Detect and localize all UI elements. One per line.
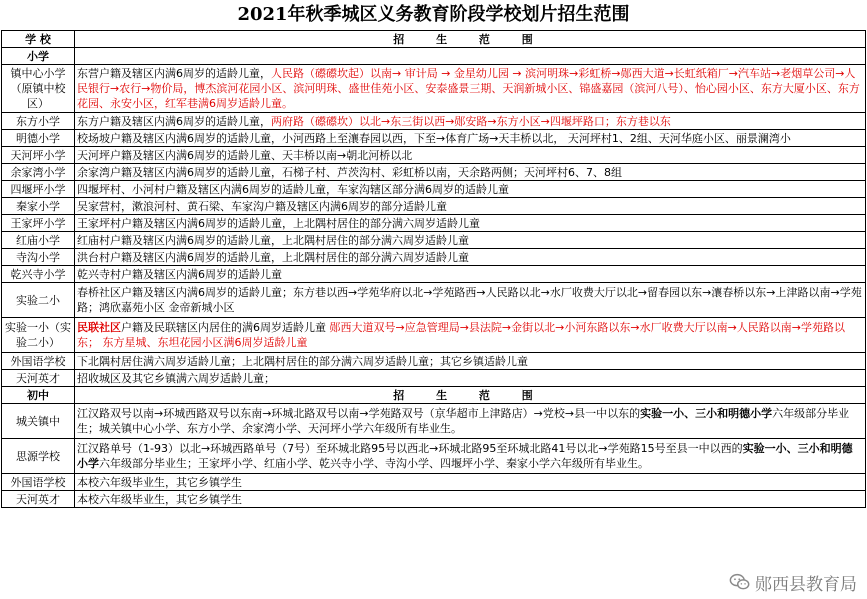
range-text: 王家坪村户籍及辖区内满6周岁的适龄儿童，上北隅村居住的部分满六周岁适龄儿童 [77, 216, 480, 230]
school-name: 外国语学校 [2, 353, 75, 370]
school-name: 城关镇中 [2, 404, 75, 439]
range-text: 东方户籍及辖区内满6周岁的适龄儿童， [77, 114, 271, 128]
range-text: 郧西大道双号→应急管理局→县法院→金街以北→小河东路以东→水厂收费大厅以南→人民路以南→学苑路以东； 东方星城、东坦花园小区满6周岁适龄儿童 [77, 321, 846, 349]
range-text: 东营户籍及辖区内满6周岁的适龄儿童， [77, 67, 271, 80]
enrollment-range [75, 474, 866, 491]
table-row [2, 130, 866, 147]
enrollment-range [75, 164, 866, 181]
table-row [2, 164, 866, 181]
enrollment-range [75, 181, 866, 198]
table-row [2, 147, 866, 164]
table-row [2, 318, 866, 353]
school-name: 东方小学 [2, 113, 75, 130]
enrollment-range [75, 318, 866, 353]
section-middle-label: 初中 [2, 387, 75, 404]
table-row [2, 439, 866, 474]
header-range: 招 生 范 围 [75, 31, 866, 48]
range-text: 两府路（礤礤坎）以北→东三街以西→郧安路→东方小区→四堰坪路口；东方巷以东 [271, 114, 671, 128]
table-row [2, 65, 866, 113]
range-text: 红庙村户籍及辖区内满6周岁的适龄儿童，上北隅村居住的部分满六周岁适龄儿童 [77, 233, 469, 247]
table-row [2, 266, 866, 283]
table-header-row [2, 31, 866, 48]
range-text: 实验一小、三小和明德小学 [77, 442, 853, 470]
range-text: 洪台村户籍及辖区内满6周岁的适龄儿童，上北隅村居住的部分满六周岁适龄儿童 [77, 250, 469, 264]
school-name: 天河英才 [2, 370, 75, 387]
school-name: 红庙小学 [2, 232, 75, 249]
enrollment-range [75, 404, 866, 439]
enrollment-range [75, 283, 866, 318]
table-row [2, 353, 866, 370]
range-text: 江汉路单号（1-93）以北→环城西路单号（7号）至环城北路95号以西北→环城北路95至环城北路41号以北→学苑路15号至县一中以西的 [77, 442, 743, 455]
section-middle-range: 招 生 范 围 [75, 387, 866, 404]
section-primary-blank [75, 48, 866, 65]
table-row [2, 198, 866, 215]
section-middle-row [2, 387, 866, 404]
enrollment-table [1, 30, 866, 508]
range-text: 春桥社区户籍及辖区内满6周岁的适龄儿童；东方巷以西→学苑华府以北→学苑路西→人民路以北→水厂收费大厅以北→留春园以东→瀼春桥以东→上津路以南→学苑路；鸿欣嘉苑小区 金帝新城小区 [77, 286, 862, 314]
table-row [2, 215, 866, 232]
enrollment-range [75, 370, 866, 387]
school-name: 王家坪小学 [2, 215, 75, 232]
range-text: 六年级部分毕业生；城关镇中心小学、东方小学、余家湾小学、天河坪小学六年级所有毕业生。 [77, 407, 850, 435]
page-title: 2021年秋季城区义务教育阶段学校划片招生范围 [237, 4, 630, 25]
school-name: 外国语学校 [2, 474, 75, 491]
school-name: 秦家小学 [2, 198, 75, 215]
enrollment-range [75, 130, 866, 147]
enrollment-range [75, 232, 866, 249]
table-row [2, 232, 866, 249]
enrollment-range [75, 439, 866, 474]
watermark-text: 郧西县教育局 [755, 574, 857, 595]
range-text: 余家湾户籍及辖区内满6周岁的适龄儿童，石梯子村、芦茨沟村、彩虹桥以南，天余路两侧；天河坪村6、7、8组 [77, 165, 622, 179]
table-row [2, 113, 866, 130]
range-text: 六年级部分毕业生；王家坪小学、红庙小学、乾兴寺小学、寺沟小学、四堰坪小学、秦家小学六年级所有毕业生。 [99, 457, 649, 470]
enrollment-range [75, 147, 866, 164]
table-row [2, 491, 866, 508]
school-name: 实验二小 [2, 283, 75, 318]
enrollment-range [75, 198, 866, 215]
range-text: 人民路（礤礤坎起）以南→ 审计局 → 金星幼儿园 → 滨河明珠→彩虹桥→郧西大道→长虹纸箱厂→汽车站→老烟草公司→人民银行→农行→物价局，博杰滨河花园小区、滨河明珠、盛世佳苑小区、安泰盛景三期、天润新城小区、锦盛嘉园（滨河八号）、怡心园小区、东方大厦小区、东方花园、永安小区，红军巷满6周岁适龄儿童。 [77, 67, 860, 110]
range-text: 本校六年级毕业生，其它乡镇学生 [77, 492, 242, 506]
school-name: 寺沟小学 [2, 249, 75, 266]
range-text: 实验一小、三小和明德小学 [640, 407, 773, 420]
range-text: 下北隅村居住满六周岁适龄儿童；上北隅村居住的部分满六周岁适龄儿童；其它乡镇适龄儿童 [77, 354, 528, 368]
range-text: 天河坪户籍及辖区内满6周岁的适龄儿童、天丰桥以南→朝北河桥以北 [77, 148, 413, 162]
enrollment-range [75, 65, 866, 113]
range-text: 四堰坪村、小河村户籍及辖区内满6周岁的适龄儿童，车家沟辖区部分满6周岁的适龄儿童 [77, 182, 509, 196]
table-row [2, 474, 866, 491]
school-name: 明德小学 [2, 130, 75, 147]
enrollment-range [75, 215, 866, 232]
range-text: 本校六年级毕业生，其它乡镇学生 [77, 475, 242, 489]
range-text: 江汉路双号以南→环城西路双号以东南→环城北路双号以南→学苑路双号（京华超市上津路店）→党校→县一中以东的 [77, 407, 641, 420]
school-name: 天河英才 [2, 491, 75, 508]
watermark [725, 569, 861, 595]
section-primary-label: 小学 [2, 48, 75, 65]
table-row [2, 283, 866, 318]
enrollment-range [75, 249, 866, 266]
range-text: 招收城区及其它乡镇满六周岁适龄儿童； [77, 371, 275, 385]
school-name: 实验一小（实验二小） [2, 318, 75, 353]
range-text: 民联社区 [77, 321, 121, 334]
table-row [2, 404, 866, 439]
enrollment-range [75, 491, 866, 508]
school-name: 余家湾小学 [2, 164, 75, 181]
enrollment-range [75, 113, 866, 130]
range-text: 户籍及民联辖区内居住的满6周岁适龄儿童 [121, 321, 330, 334]
school-name: 四堰坪小学 [2, 181, 75, 198]
table-row [2, 370, 866, 387]
school-name: 思源学校 [2, 439, 75, 474]
school-name: 镇中心小学（原镇中校区） [2, 65, 75, 113]
enrollment-range [75, 266, 866, 283]
section-primary-row [2, 48, 866, 65]
school-name: 乾兴寺小学 [2, 266, 75, 283]
table-row [2, 181, 866, 198]
wechat-icon [729, 571, 751, 593]
header-school: 学 校 [2, 31, 75, 48]
table-row [2, 249, 866, 266]
range-text: 吴家营村，漱浪河村、黄石梁、车家沟户籍及辖区内满6周岁的部分适龄儿童 [77, 199, 447, 213]
range-text: 校场坡户籍及辖区内满6周岁的适龄儿童，小河西路上至瀼春园以西，下至→体育广场→天丰桥以北， 天河坪村1、2组、天河华庭小区、丽景澜湾小 [77, 131, 791, 145]
school-name: 天河坪小学 [2, 147, 75, 164]
range-text: 乾兴寺村户籍及辖区内满6周岁的适龄儿童 [77, 267, 282, 281]
enrollment-range [75, 353, 866, 370]
